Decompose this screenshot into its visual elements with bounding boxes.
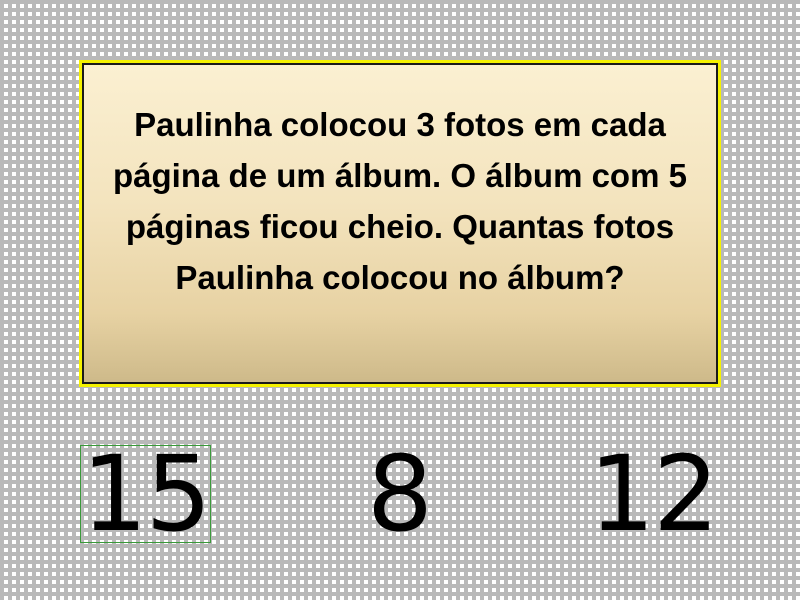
question-card [79, 60, 721, 387]
answer-option-8[interactable]: 8 [366, 433, 434, 555]
question-text: Paulinha colocou 3 fotos em cada página de um álbum. O álbum com 5 páginas ficou cheio. Quantas fotos Paulinha colocou no álbum? [113, 106, 687, 296]
answer-option-15[interactable]: 15 [81, 433, 210, 555]
answer-option-12[interactable]: 12 [588, 433, 718, 555]
